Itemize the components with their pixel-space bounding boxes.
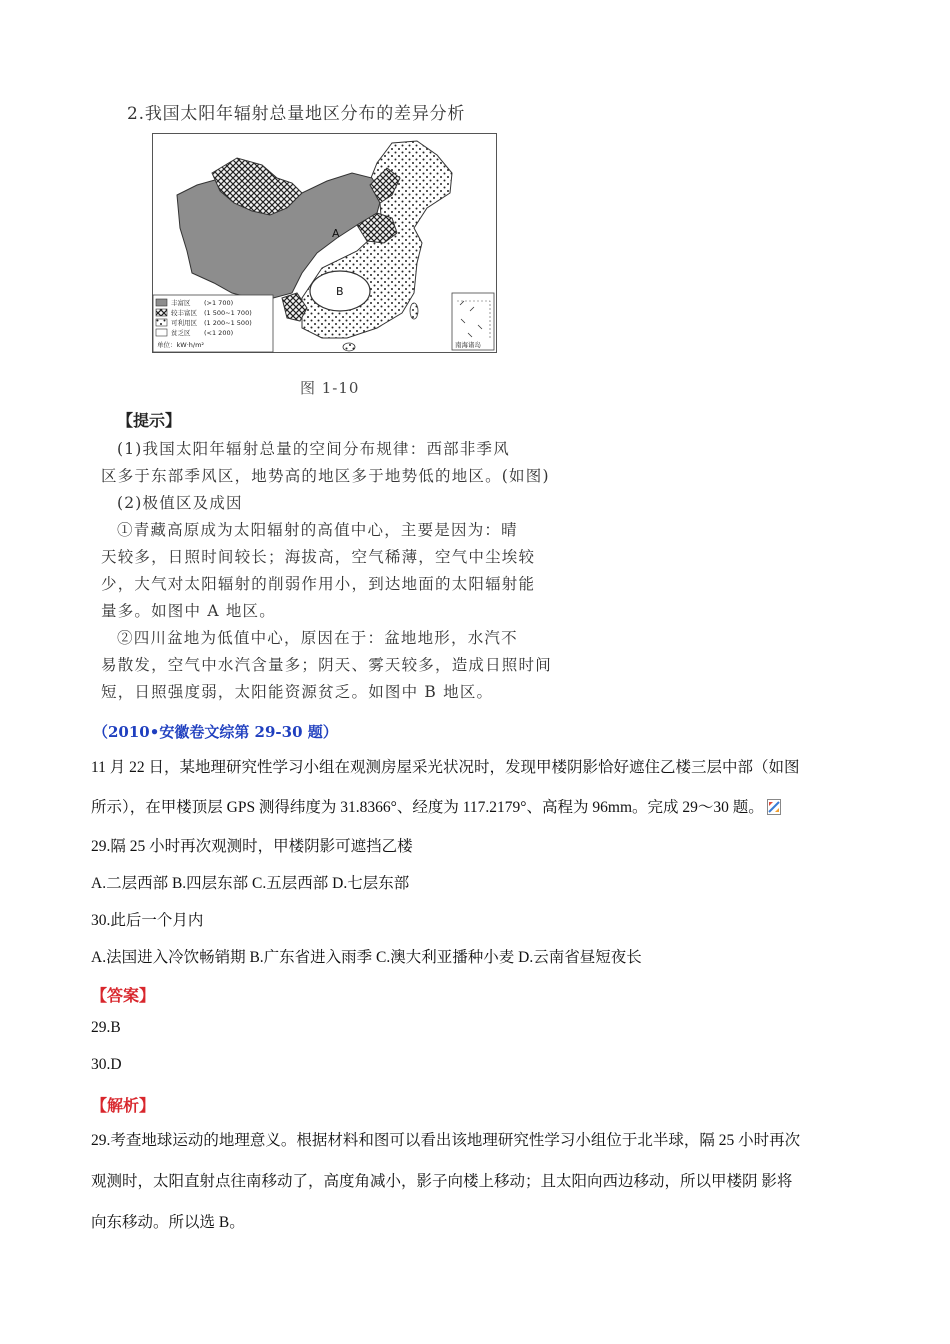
question-stem-line-1: 11 月 22 日，某地理研究性学习小组在观测房屋采光状况时，发现甲楼阴影恰好遮住乙楼三层中部（如图 <box>91 759 800 776</box>
question-30-options: A.法国进入冷饮畅销期 B.广东省进入雨季 C.澳大利亚播种小麦 D.云南省昼短夜长 <box>91 949 642 966</box>
answer-heading: 【答案】 <box>91 986 156 1005</box>
analysis-line-3: 向东移动。所以选 B。 <box>91 1214 245 1231</box>
answer-30: 30.D <box>91 1056 122 1073</box>
legend-name-1: 丰富区 <box>171 299 191 307</box>
question-29: 29.隔 25 小时再次观测时，甲楼阴影可遮挡乙楼 <box>91 838 413 855</box>
question-source: （2010•安徽卷文综第 29-30 题） <box>93 723 338 741</box>
image-placeholder-icon <box>767 799 781 815</box>
hint-line-2: 区多于东部季风区，地势高的地区多于地势低的地区。(如图) <box>101 467 550 485</box>
figure-title: 2.我国太阳年辐射总量地区分布的差异分析 <box>127 104 466 124</box>
legend-unit: 单位：kW·h/m² <box>157 341 205 349</box>
legend-name-4: 贫乏区 <box>171 329 191 337</box>
figure-caption: 图 1-10 <box>300 379 360 397</box>
legend-range-2: (1 500~1 700) <box>204 309 252 317</box>
legend-range-1: (>1 700) <box>204 299 234 307</box>
hint-heading: 【提示】 <box>117 411 182 430</box>
analysis-line-2: 观测时，太阳直射点往南移动了，高度角减小，影子向楼上移动；且太阳向西边移动，所以甲楼阴 影将 <box>91 1173 793 1190</box>
answer-29: 29.B <box>91 1019 121 1036</box>
question-30: 30.此后一个月内 <box>91 912 204 929</box>
legend-range-3: (1 200~1 500) <box>204 319 252 327</box>
hint-line-8: ②四川盆地为低值中心，原因在于：盆地地形，水汽不 <box>117 629 518 647</box>
question-stem-line-2 <box>91 795 781 817</box>
legend-range-4: (<1 200) <box>204 329 234 337</box>
question-stem-text: 所示），在甲楼顶层 GPS 测得纬度为 31.8366°、经度为 117.2179°、高程为 96mm。完成 29～30 题。 <box>91 799 764 816</box>
solar-radiation-map <box>152 133 497 353</box>
analysis-line-1: 29.考查地球运动的地理意义。根据材料和图可以看出该地理研究性学习小组位于北半球，隔 25 小时再次 <box>91 1132 801 1149</box>
legend-name-3: 可利用区 <box>171 319 197 327</box>
hint-line-6: 少，大气对太阳辐射的削弱作用小，到达地面的太阳辐射能 <box>101 575 536 593</box>
region-label-b: B <box>336 285 344 298</box>
hint-line-5: 天较多，日照时间较长；海拔高，空气稀薄，空气中尘埃较 <box>101 548 536 566</box>
hint-line-3: (2)极值区及成因 <box>117 494 243 512</box>
question-29-options: A.二层西部 B.四层东部 C.五层西部 D.七层东部 <box>91 875 410 892</box>
hint-line-9: 易散发，空气中水汽含量多；阴天、雾天较多，造成日照时间 <box>101 656 552 674</box>
hint-line-4: ①青藏高原成为太阳辐射的高值中心，主要是因为：晴 <box>117 521 518 539</box>
region-label-a: A <box>332 227 340 240</box>
hint-line-1: (1)我国太阳年辐射总量的空间分布规律：西部非季风 <box>117 440 510 458</box>
analysis-heading: 【解析】 <box>91 1096 156 1115</box>
hint-line-7: 量多。如图中 A 地区。 <box>101 602 276 620</box>
legend-name-2: 较丰富区 <box>171 309 197 317</box>
hint-line-10: 短，日照强度弱，太阳能资源贫乏。如图中 B 地区。 <box>101 683 494 701</box>
inset-label: 南海诸岛 <box>455 341 481 349</box>
